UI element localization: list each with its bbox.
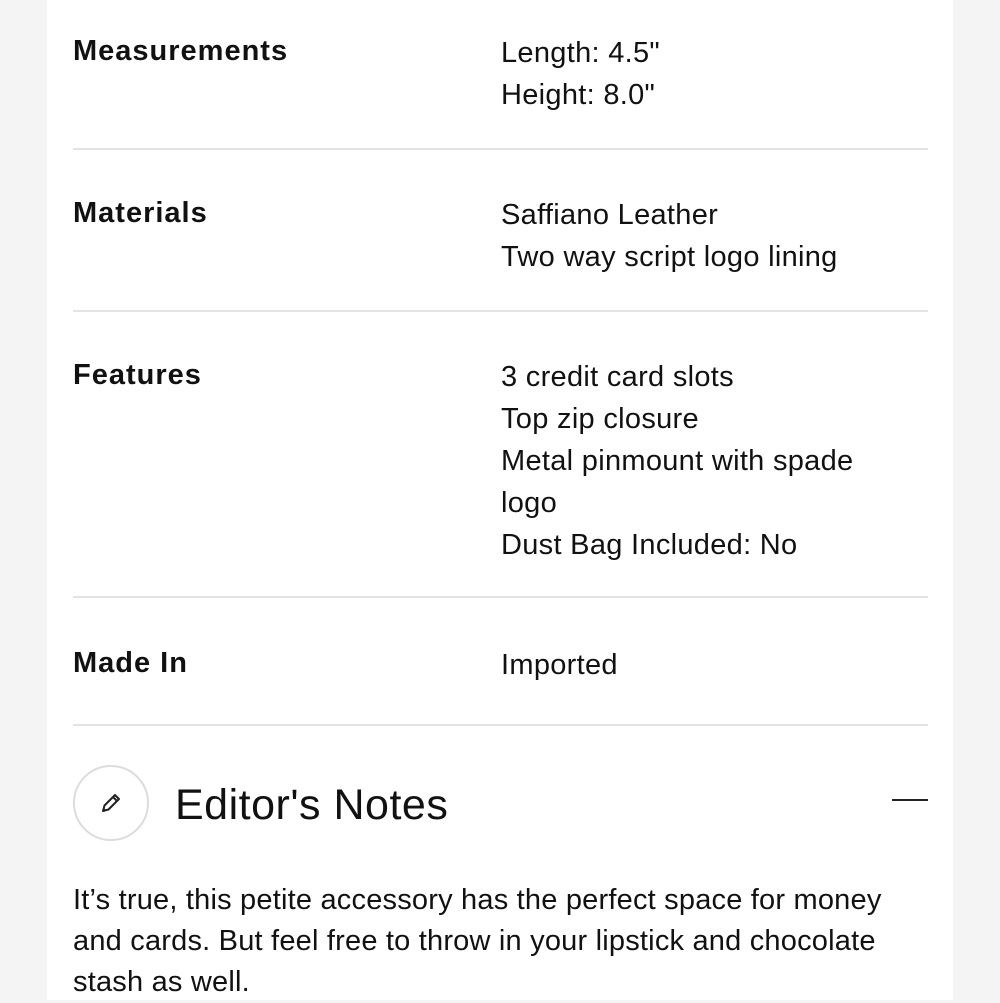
spec-row-features (73, 312, 928, 598)
pencil-icon (73, 765, 149, 841)
spec-values (501, 32, 660, 116)
spec-values (501, 644, 618, 686)
spec-label: Measurements (73, 35, 289, 67)
spec-values (501, 194, 838, 278)
spec-row-materials (73, 150, 928, 312)
editors-notes-header[interactable] (73, 765, 928, 841)
editors-notes-body: It’s true, this petite accessory has the perfect space for money and cards. But feel free to throw in your lipstick and chocolate stash as well. (73, 884, 882, 998)
spec-label: Features (73, 359, 202, 391)
spec-values (501, 356, 853, 566)
spec-label: Made In (73, 647, 188, 679)
spec-row-made-in (73, 598, 928, 726)
spec-value: Saffiano Leather (501, 199, 719, 231)
spec-value: Dust Bag Included: No (501, 529, 798, 561)
spec-row-measurements (73, 0, 928, 150)
spec-value: Metal pinmount with spade (501, 445, 854, 477)
spec-label: Materials (73, 197, 208, 229)
spec-value: Top zip closure (501, 403, 699, 435)
minus-icon[interactable] (892, 799, 928, 801)
spec-value: logo (501, 487, 558, 519)
spec-value: Height: 8.0" (501, 79, 656, 111)
editors-notes-title: Editor's Notes (175, 781, 449, 829)
spec-value: Length: 4.5" (501, 37, 661, 69)
product-details-content (73, 0, 928, 998)
spec-value: 3 credit card slots (501, 361, 734, 393)
spec-value: Imported (501, 649, 618, 681)
product-details-panel (47, 0, 953, 1000)
spec-value: Two way script logo lining (501, 241, 838, 273)
